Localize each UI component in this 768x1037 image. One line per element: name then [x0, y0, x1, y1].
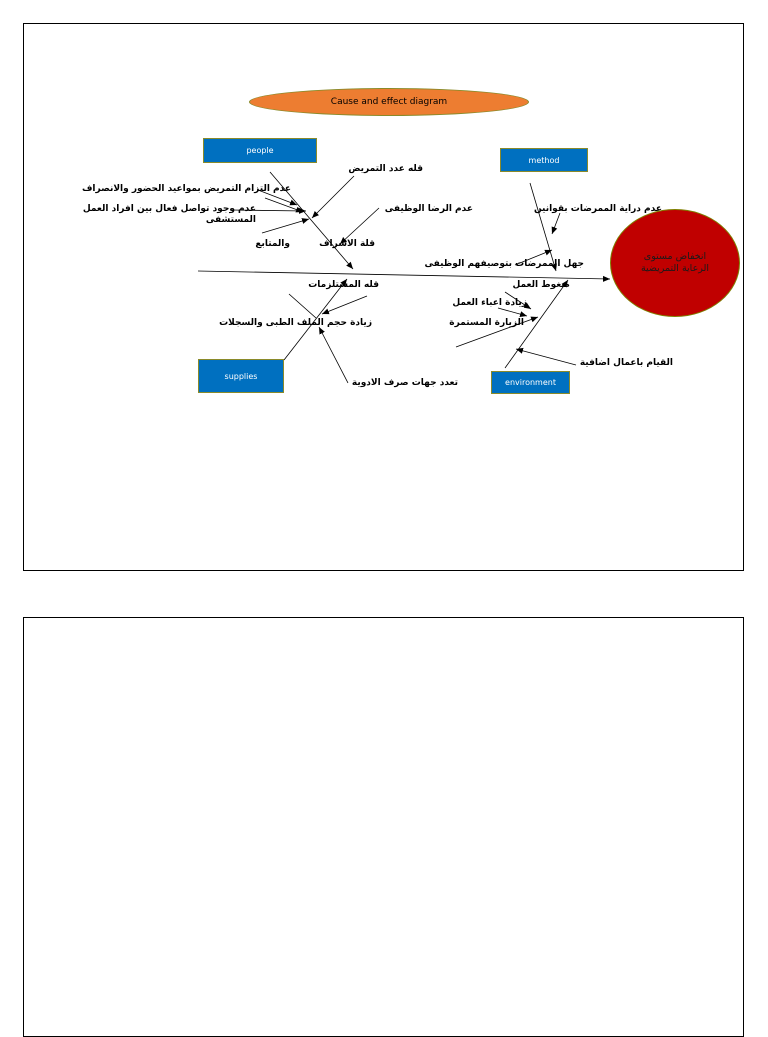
category-method: method — [500, 148, 588, 172]
category-supplies: supplies — [198, 359, 284, 393]
cause-environment-4: القيام باعمال اضافية — [579, 358, 673, 368]
spine-arrow — [198, 271, 610, 279]
cause-environment-3: الزيارة المستمرة — [449, 318, 524, 328]
diagram-title: Cause and effect diagram — [249, 88, 529, 116]
method-bone — [530, 183, 556, 271]
cause-people-1: قله عدد التمريض — [348, 164, 423, 174]
cause-people-6: قلة الاشراف — [319, 239, 375, 249]
cause-supplies-1: قله المستلزمات — [308, 280, 379, 290]
cause-method-2: جهل الممرضات بتوصيفهم الوظيفى — [424, 259, 584, 269]
cause-supplies-2: زيادة حجم الملف الطبى والسجلات — [219, 318, 372, 328]
category-environment: environment — [491, 371, 570, 394]
cause-environment-1: ضغوط العمل — [512, 280, 570, 290]
cause-environment-2: زيادة اعباء العمل — [452, 298, 527, 308]
cause-supplies-3: تعدد جهات صرف الادوية — [351, 378, 458, 388]
cause-people-5: والمتابع — [255, 239, 290, 249]
cause-method-1: عدم دراية الممرضات بقوانين — [533, 204, 662, 214]
cause-people-3: عدم وجود تواصل فعال بين افراد العمل المستشفى — [82, 204, 256, 225]
effect-circle — [610, 209, 740, 317]
cause-people-4: عدم الرضا الوظيفى — [384, 204, 473, 214]
effect-label: انخفاض مستوى الرعاية التمريضية — [640, 251, 710, 274]
cause-people-2: عدم التزام التمريض بمواعيد الحضور والانصراف — [81, 184, 291, 194]
category-people: people — [203, 138, 317, 163]
